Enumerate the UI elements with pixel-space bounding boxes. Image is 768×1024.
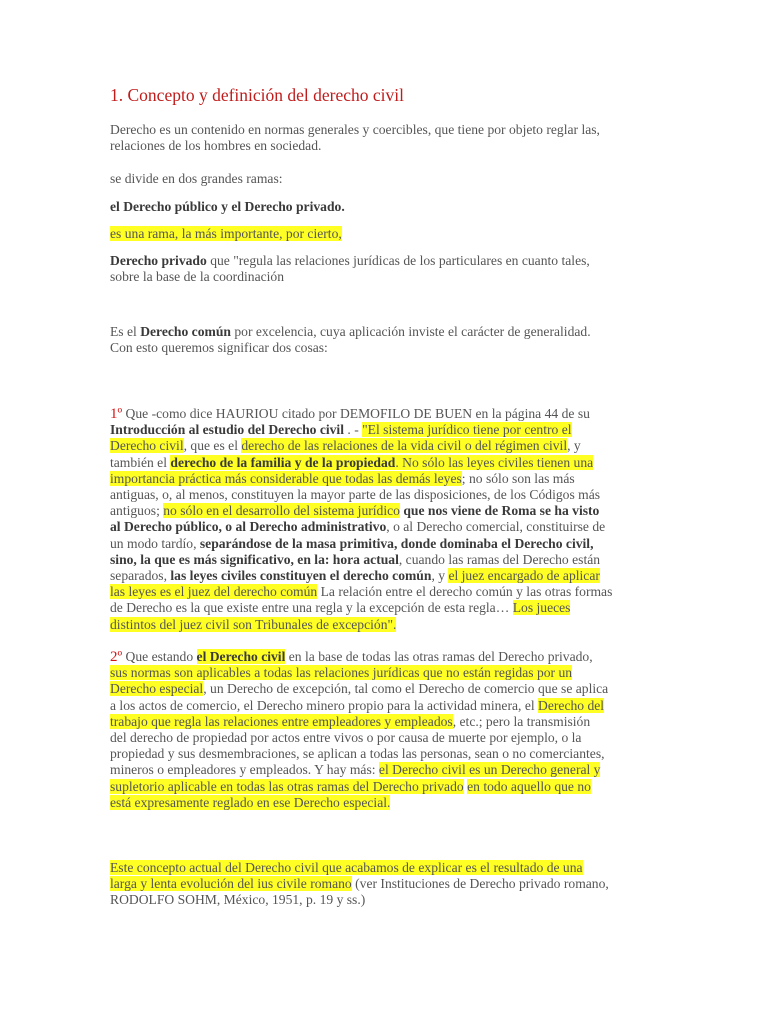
p2-highlight: está expresamente reglado en ese Derecho especial. xyxy=(110,794,391,810)
p1-text: , y xyxy=(431,568,449,584)
p2-text: del derecho de propiedad por actos entre vivos o por causa de muerte por ejemplo, o la xyxy=(110,730,582,746)
document-title: 1. Concepto y definición del derecho civil xyxy=(110,85,405,105)
comun-line-2: Con esto queremos significar dos cosas: xyxy=(110,340,328,356)
p1-highlight: el juez encargado de aplicar xyxy=(448,568,600,584)
p1-text: separados, xyxy=(110,568,171,584)
p2-highlight: trabajo que regla las relaciones entre empleadores y empleados xyxy=(110,713,453,729)
p1-highlight: "El sistema jurídico tiene por centro el xyxy=(362,422,572,438)
p2-highlight: el Derecho civil es un Derecho general y xyxy=(378,762,601,778)
divide-line: se divide en dos grandes ramas: xyxy=(110,171,283,186)
comun-paragraph xyxy=(110,324,591,356)
p1-text: , o al Derecho comercial, constituirse de xyxy=(386,519,606,535)
comun-text: Es el xyxy=(110,324,141,339)
rama-note-paragraph xyxy=(110,226,342,242)
point-2-number: 2º xyxy=(110,649,123,665)
privado-term: Derecho privado xyxy=(110,253,207,268)
p2-text: a los actos de comercio, el Derecho minero propio para la actividad minera, el xyxy=(110,697,539,713)
point-1-number: 1º xyxy=(110,406,123,422)
point-1-paragraph xyxy=(110,406,612,633)
p2-text: mineros o empleadores y empleados. Y hay más: xyxy=(110,762,379,778)
p1-highlight: Derecho civil xyxy=(110,438,184,454)
p2-highlight: Derecho del xyxy=(538,697,605,713)
privado-text: que "regula las relaciones jurídicas de los particulares en cuanto tales, xyxy=(206,253,590,268)
p1-highlight: distintos del juez civil son Tribunales de excepción". xyxy=(110,616,397,632)
p1-highlight: . No sólo las leyes civiles tienen una xyxy=(395,454,594,470)
p1-text: La relación entre el derecho común y las otras formas xyxy=(317,584,613,600)
divide-paragraph xyxy=(110,171,283,187)
p1-bold: las leyes civiles constituyen el derecho común xyxy=(170,568,432,584)
p2-highlight-bold: el Derecho civil xyxy=(196,649,286,664)
point-2-paragraph xyxy=(110,649,608,811)
privado-paragraph xyxy=(110,253,590,285)
p1-text: antiguos; xyxy=(110,503,164,519)
p1-text: , y xyxy=(567,438,581,454)
p1-bold: al Derecho público, o al Derecho administrativo xyxy=(110,519,387,535)
p3-citation: RODOLFO SOHM, México, 1951, p. 19 y ss.) xyxy=(110,892,366,908)
p2-text: propiedad y sus desmembraciones, se aplican a todas las personas, sean o no comerciantes, xyxy=(110,746,605,762)
comun-text: por excelencia, cuya aplicación inviste el carácter de generalidad. xyxy=(230,324,591,339)
p1-highlight: derecho de las relaciones de la vida civil o del régimen civil xyxy=(241,438,568,454)
p2-text: , un Derecho de excepción, tal como el Derecho de comercio que se aplica xyxy=(203,681,609,697)
p1-bold: que nos viene de Roma se ha visto xyxy=(399,503,600,519)
p1-highlight: las leyes es el juez del derecho común xyxy=(110,584,318,600)
point-3-paragraph xyxy=(110,860,609,909)
p1-text: un modo tardío, xyxy=(110,535,200,551)
p2-text: Que estando xyxy=(122,649,197,664)
p3-highlight: Este concepto actual del Derecho civil que acabamos de explicar es el resultado de una xyxy=(110,860,583,875)
p2-text: en la base de todas las otras ramas del Derecho privado, xyxy=(285,649,593,664)
p1-text: Que -como dice HAURIOU citado por DEMOFILO DE BUEN en la página 44 de su xyxy=(122,406,590,421)
p1-text: , que es el xyxy=(183,438,242,454)
p1-bold: separándose de la masa primitiva, donde dominaba el Derecho civil, xyxy=(199,535,594,551)
p2-highlight: supletorio aplicable en todas las otras ramas del Derecho privado xyxy=(110,778,464,794)
p1-text: de Derecho es la que existe entre una regla y la excepción de esta regla… xyxy=(110,600,513,616)
p1-highlight-bold: derecho de la familia y de la propiedad xyxy=(170,454,396,470)
p1-highlight: importancia práctica más considerable que todas las demás leyes xyxy=(110,470,462,486)
p3-highlight: larga y lenta evolución del ius civile romano xyxy=(110,876,352,892)
p1-highlight: no sólo en el desarrollo del sistema jurídico xyxy=(163,503,400,519)
intro-line-1: Derecho es un contenido en normas generales y coercibles, que tiene por objeto reglar las, xyxy=(110,122,600,137)
p2-text: , etc.; pero la transmisión xyxy=(452,713,591,729)
p2-highlight: Derecho especial xyxy=(110,681,204,697)
p1-highlight: Los jueces xyxy=(512,600,571,616)
p2-highlight: en todo aquello que no xyxy=(467,778,591,794)
p1-text: . - xyxy=(344,422,363,438)
p1-text: también el xyxy=(110,454,171,470)
p1-text: antiguas, o, al menos, constituyen la mayor parte de las disposiciones, de los Códigos más xyxy=(110,487,601,503)
p2-highlight: sus normas son aplicables a todas las relaciones jurídicas que no están regidas por un xyxy=(110,665,573,681)
p1-text: , cuando las ramas del Derecho están xyxy=(398,551,601,567)
intro-line-2: relaciones de los hombres en sociedad. xyxy=(110,138,322,154)
ramas-paragraph xyxy=(110,199,345,215)
rama-note-highlight: es una rama, la más importante, por cierto, xyxy=(110,226,342,241)
p3-text: (ver Instituciones de Derecho privado romano, xyxy=(351,876,609,892)
p1-bold: sino, la que es más significativo, en la: hora actual xyxy=(110,551,399,567)
comun-term: Derecho común xyxy=(140,324,231,339)
p1-book-title: Introducción al estudio del Derecho civil xyxy=(110,422,344,438)
intro-paragraph xyxy=(110,122,600,154)
ramas-text: el Derecho público y el Derecho privado. xyxy=(110,199,345,214)
privado-line-2: sobre la base de la coordinación xyxy=(110,269,285,285)
p1-text: ; no sólo son las más xyxy=(461,470,575,486)
